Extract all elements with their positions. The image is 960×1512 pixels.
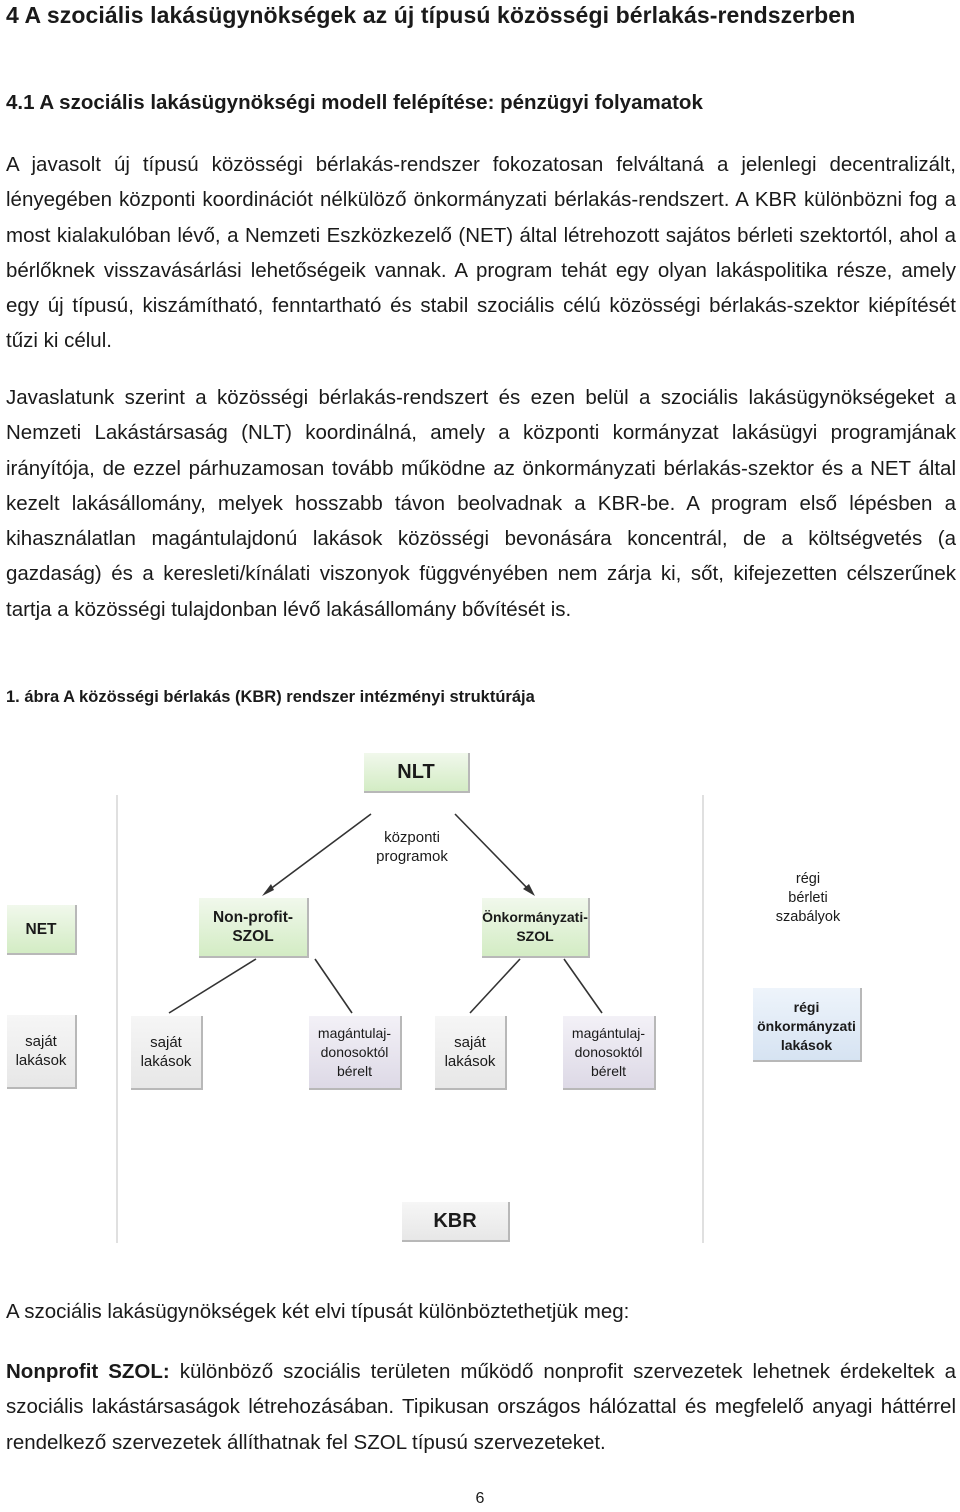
- paragraph-2: Javaslatunk szerint a közösségi bérlakás-rendszert és ezen belül a szociális lakásügynökségeket a Nemzeti Lakástársaság (NLT) koordinálná, amely a központi kormányzat lakásügyi programjának irányítója, de ezzel párhuzamosan tovább működne az önkormányzati bérlakás-szektor és a NET által kezelt lakásállomány, melyek hosszabb távon beolvadnak a KBR-be. A program első lépésben a kihasználatlan magántulajdonú lakások közösségi bevonására koncentrál, de a költségvetés (a gazdaság) és a keresleti/kínálati viszonyok függvényében nem zárja ki, sőt, kifejezetten célszerűnek tartja a közösségi tulajdonban lévő lakásállomány bővítését is.: [6, 386, 956, 621]
- magan-berelt-box-2: [563, 1016, 656, 1090]
- heading-1: 4 A szociális lakásügynökségek az új típusú közösségi bérlakás-rendszerben: [6, 2, 856, 28]
- nonprofit-to-sajat-line: [169, 959, 256, 1013]
- onk-line-2: SZOL: [516, 928, 554, 944]
- nonprofit-line-1: Non-profit-: [212, 909, 294, 926]
- magan-berelt-box-1: [309, 1016, 402, 1090]
- magan-line-1: magántulaj-: [317, 1024, 392, 1041]
- onk-szol-box: [482, 898, 590, 958]
- magan-line-3: bérelt: [590, 1062, 627, 1079]
- sajat-text: saját: [25, 1033, 57, 1050]
- regi-onk-line-1: régi: [793, 999, 820, 1015]
- nlt-box: [364, 753, 470, 793]
- kozponti-text: központi: [384, 829, 440, 846]
- arrowhead-left: [262, 884, 274, 896]
- regi-onk-line-2: önkormányzati: [757, 1018, 856, 1034]
- onk-line-1: Önkormányzati-: [482, 909, 588, 925]
- lakasok-text: lakások: [444, 1053, 496, 1070]
- lakasok-text: lakások: [140, 1053, 192, 1070]
- regi-text: régi: [795, 870, 821, 887]
- magan-line-3: bérelt: [336, 1062, 373, 1079]
- regi-onk-line-3: lakások: [780, 1037, 833, 1053]
- magan-line-1: magántulaj-: [571, 1024, 646, 1041]
- sajat-text: saját: [454, 1034, 486, 1051]
- page-number: 6: [475, 1490, 485, 1507]
- onk-to-magan-line: [564, 959, 602, 1013]
- berleti-text: bérleti: [788, 889, 828, 906]
- net-label: NET: [25, 920, 57, 938]
- magan-line-2: donosoktól: [574, 1043, 643, 1060]
- nonprofit-to-magan-line: [315, 959, 352, 1013]
- szabalyok-text: szabályok: [775, 908, 841, 925]
- paragraph-4: [6, 1354, 956, 1460]
- sajat-lakasok-box-2: [131, 1016, 203, 1090]
- regi-berleti-szabalyok-label: [762, 868, 854, 928]
- paragraph-1: A javasolt új típusú közösségi bérlakás-rendszer fokozatosan felváltaná a jelenlegi decentralizált, lényegében központi koordinációt nélkülöző önkormányzati bérlakás-rendszert. A KBR különbözni fog a most kialakulóban lévő, a Nemzeti Eszközkezelő (NET) által létrehozott sajátos bérleti szektortól, ahol a bérlőknek visszavásárlási lehetőségeik vannak. A program tehát egy olyan lakáspolitika része, amely egy új típusú, kiszámítható, fenntartható és stabil szociális célú közösségi bérlakás-szektor kiépítését tűzi ki célul.: [6, 153, 956, 353]
- paragraph-3: A szociális lakásügynökségek két elvi típusát különböztethetjük meg:: [6, 1300, 630, 1323]
- sajat-text: saját: [150, 1034, 182, 1051]
- net-box: [7, 905, 77, 955]
- kozponti-programok-label: [357, 826, 467, 868]
- paragraph-4-body: különböző szociális területen működő nonprofit szervezetek lehetnek érdekeltek a szociális lakástársaságok létrehozásában. Tipikusan országos hálózattal és megfelelő anyagi háttérrel rendelkező szervezetek állíthatnak fel SZOL típusú szervezeteket.: [6, 1360, 957, 1454]
- nonprofit-szol-box: [199, 898, 309, 958]
- sajat-lakasok-box-3: [435, 1016, 507, 1090]
- kbr-box: [402, 1202, 510, 1242]
- nlt-to-nonprofit-arrow: [265, 814, 371, 893]
- heading-2: 4.1 A szociális lakásügynökségi modell felépítése: pénzügyi folyamatok: [6, 91, 703, 114]
- regi-onk-lakasok-box: [753, 988, 862, 1062]
- nonprofit-szol-term: Nonprofit SZOL:: [6, 1360, 170, 1383]
- onk-to-sajat-line: [470, 959, 520, 1013]
- magan-line-2: donosoktól: [320, 1043, 389, 1060]
- programok-text: programok: [376, 848, 448, 865]
- sajat-lakasok-box-1: [7, 1015, 77, 1089]
- lakasok-text: lakások: [15, 1052, 67, 1069]
- figure-caption: 1. ábra A közösségi bérlakás (KBR) rendszer intézményi struktúrája: [6, 688, 535, 706]
- kbr-label: KBR: [433, 1209, 477, 1232]
- nlt-label: NLT: [397, 760, 435, 783]
- nonprofit-line-2: SZOL: [232, 928, 274, 945]
